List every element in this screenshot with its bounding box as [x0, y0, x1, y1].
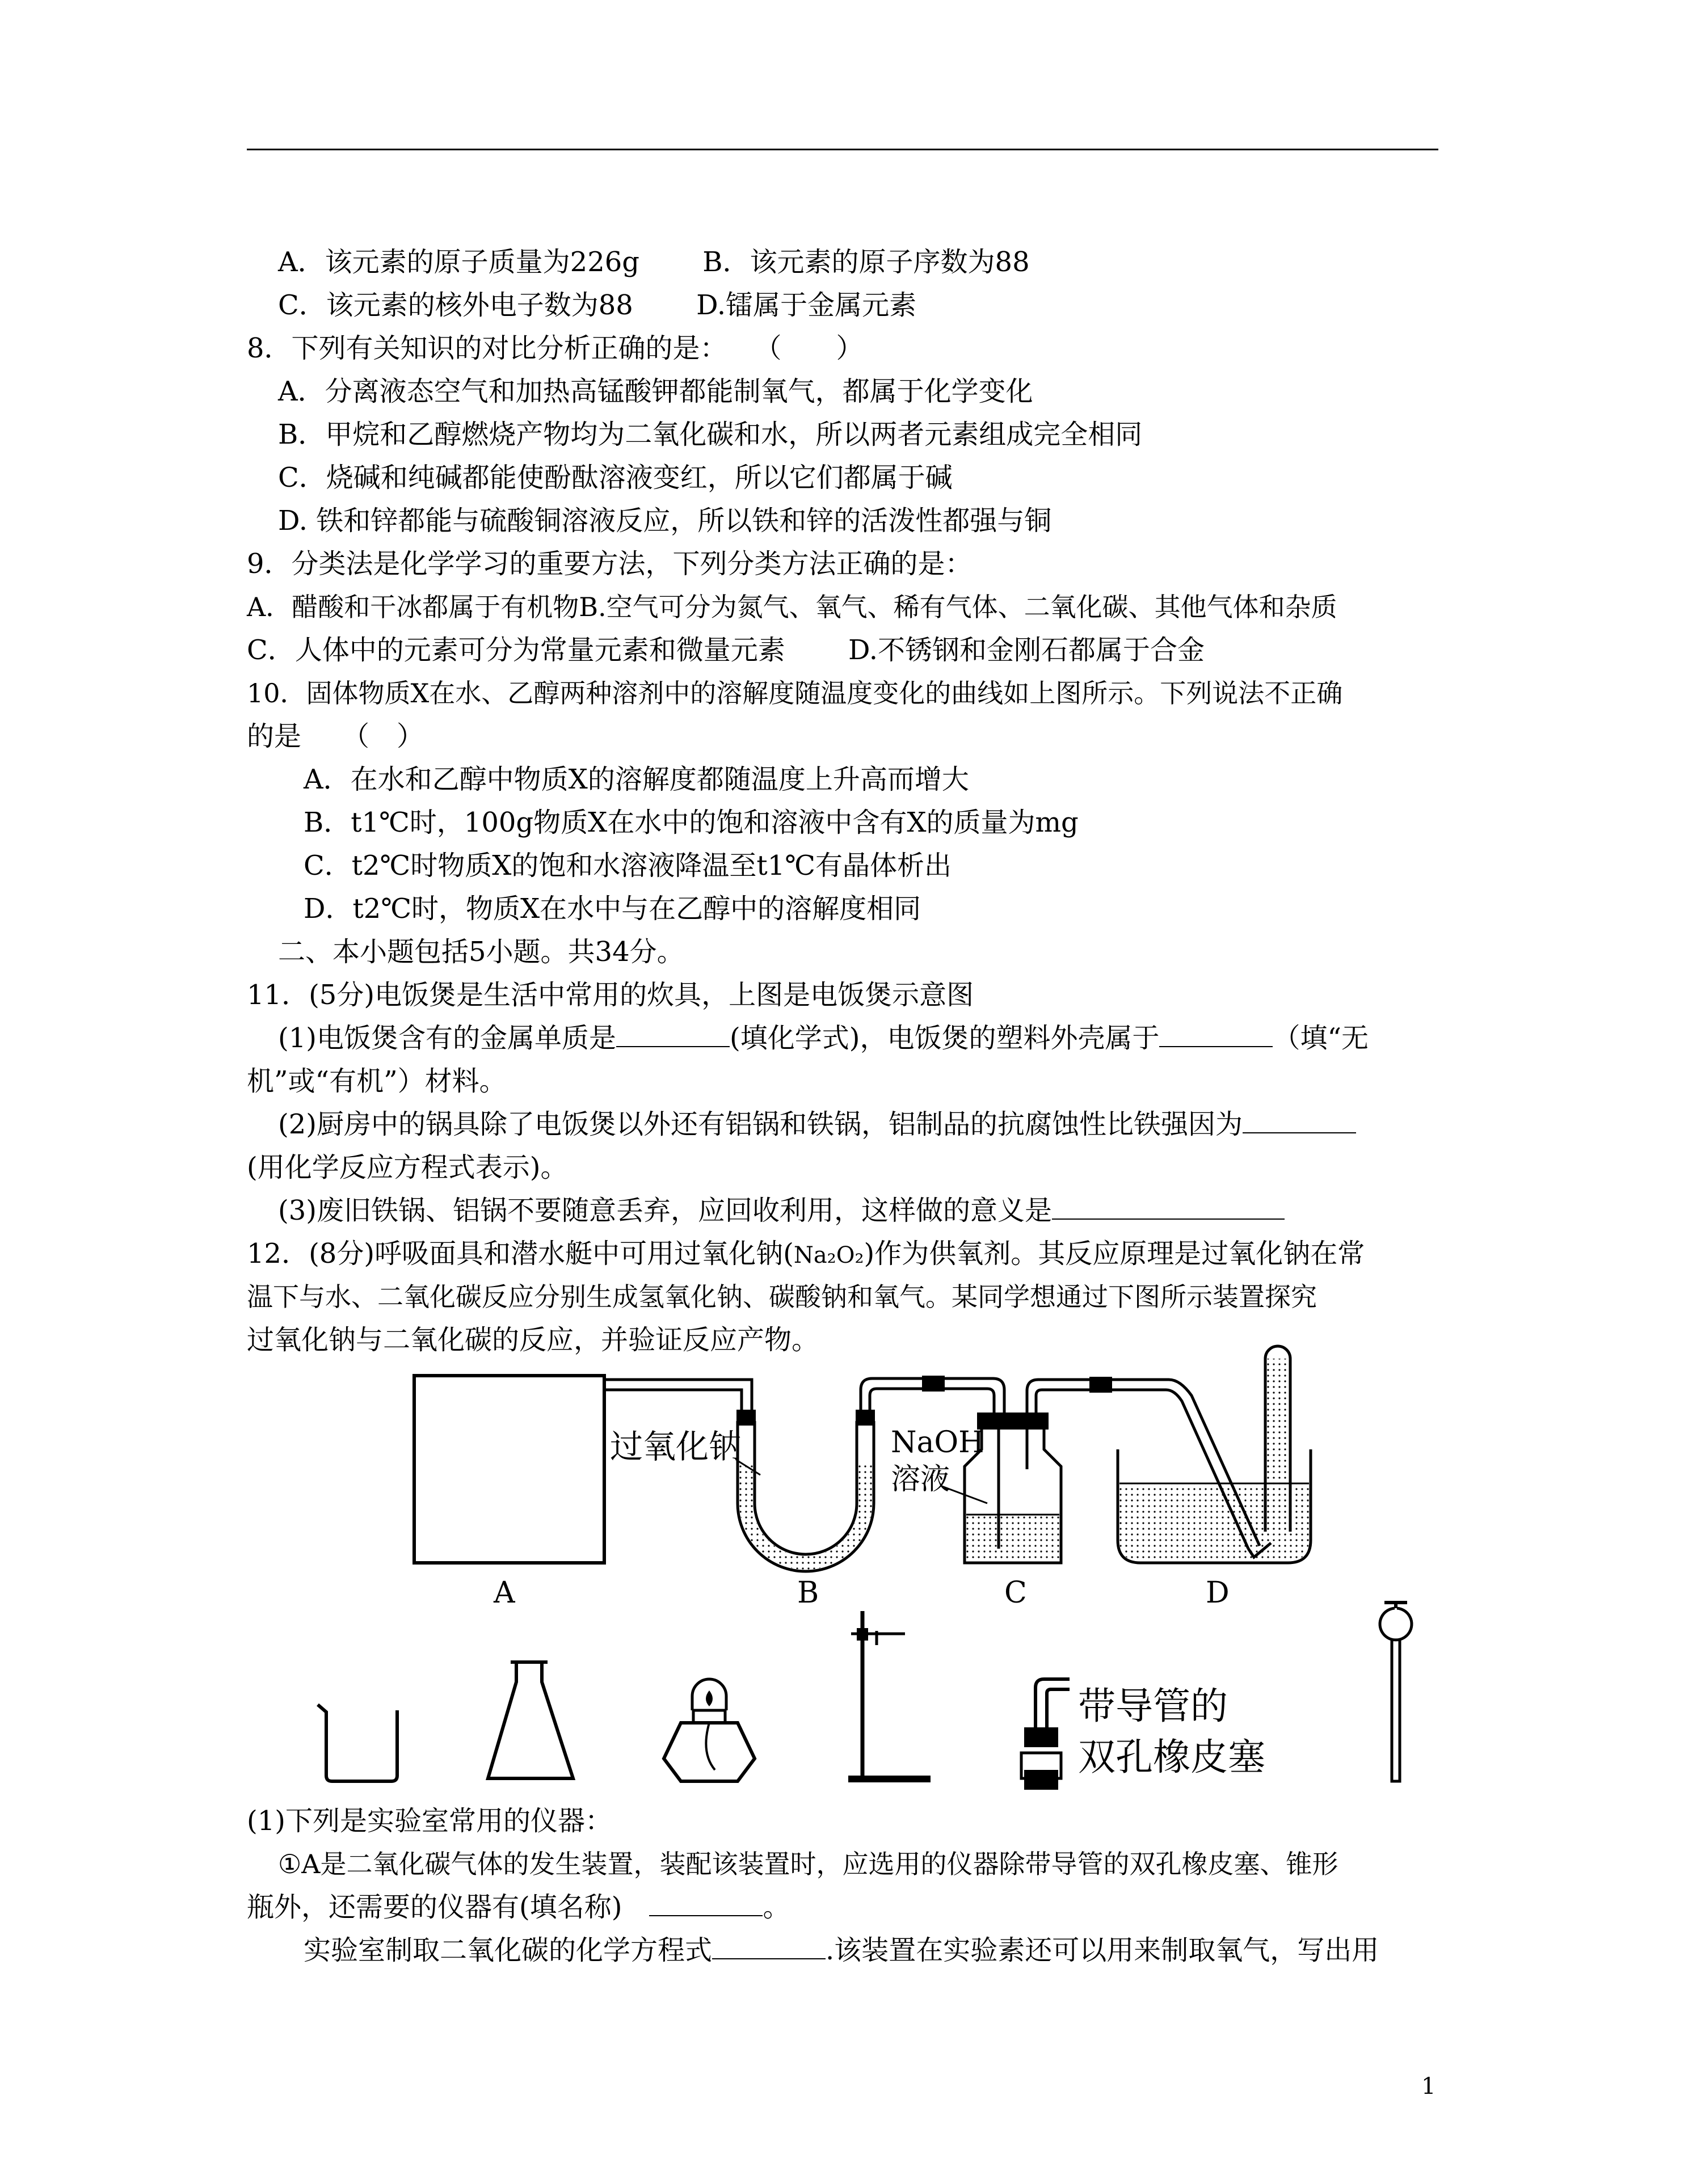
label-stopper-line1: 带导管的 — [1078, 1684, 1228, 1728]
q12-co2-equation-line — [304, 1933, 1379, 1967]
q8-option-a: A．分离液态空气和加热高锰酸钾都能制氧气，都属于化学变化 — [278, 376, 1033, 407]
q12-sub1: (1)下列是实验室常用的仪器： — [247, 1805, 612, 1837]
generator-box-a — [414, 1376, 604, 1563]
q11-part2-text: (2)厨房中的锅具除了电饭煲以外还有铝锅和铁锅，铝制品的抗腐蚀性比铁强因为 — [278, 1108, 1243, 1140]
label-sodium-peroxide: 过氧化钠 — [610, 1427, 742, 1466]
conical-flask-icon — [488, 1662, 573, 1778]
beaker-icon — [318, 1705, 397, 1781]
rubber-stopper — [856, 1410, 875, 1426]
q11-part3-text: (3)废旧铁锅、铝锅不要随意丢弃，应回收利用，这样做的意义是 — [278, 1195, 1052, 1226]
answer-blank[interactable] — [1052, 1194, 1285, 1220]
q8-stem: 8．下列有关知识的对比分析正确的是： （ ） — [247, 332, 864, 364]
label-stopper-line2: 双孔橡皮塞 — [1078, 1735, 1265, 1779]
q10-option-b: B．t1℃时，100g物质X在水中的饱和溶液中含有X的质量为mg — [304, 807, 1079, 838]
q10-stem: 10．固体物质X在水、乙醇两种溶剂中的溶解度随温度变化的曲线如上图所示。下列说法不正确 — [247, 678, 1343, 709]
label-naoh: NaOH — [891, 1426, 984, 1460]
q12-stem-line1 — [247, 1237, 1365, 1272]
label-a: A — [494, 1576, 515, 1610]
sodium-peroxide-formula: Na₂O₂ — [793, 1242, 864, 1268]
iron-stand-icon — [848, 1611, 931, 1782]
q11-part1-text-b: (填化学式)，电饭煲的塑料外壳属于 — [730, 1022, 1160, 1054]
q8-option-c: C．烧碱和纯碱都能使酚酞溶液变红，所以它们都属于碱 — [278, 462, 953, 494]
q7-option-c-d: C．该元素的核外电子数为88 D.镭属于金属元素 — [278, 289, 917, 321]
label-d: D — [1206, 1576, 1230, 1610]
two-hole-stopper-icon — [1021, 1679, 1070, 1790]
q12-stem-text-b: )作为供氧剂。其反应原理是过氧化钠在常 — [864, 1238, 1365, 1270]
answer-blank[interactable] — [616, 1021, 730, 1047]
q12-stem-text-a: 12．(8分)呼吸面具和潜水艇中可用过氧化钠( — [247, 1238, 794, 1270]
rubber-stopper — [736, 1410, 756, 1426]
q11-part1-text-c: （填“无 — [1273, 1022, 1369, 1054]
q11-part1-line2: 机”或“有机”）材料。 — [247, 1065, 507, 1097]
section-two-heading: 二、本小题包括5小题。共34分。 — [278, 936, 684, 968]
q11-part2-line2: (用化学反应方程式表示)。 — [247, 1152, 568, 1183]
label-solution: 溶液 — [891, 1462, 950, 1496]
instruments-figure — [284, 1583, 1447, 1798]
q9-option-c-d: C．人体中的元素可分为常量元素和微量元素 D.不锈钢和金刚石都属于合金 — [247, 634, 1205, 666]
q12-sub1-item1-end: 。 — [763, 1891, 790, 1923]
q11-part3 — [278, 1194, 1285, 1228]
answer-blank[interactable] — [1159, 1021, 1273, 1047]
q10-option-d: D．t2℃时，物质X在水中与在乙醇中的溶解度相同 — [304, 893, 921, 925]
answer-blank[interactable] — [712, 1933, 826, 1959]
q9-stem: 9．分类法是化学学习的重要方法，下列分类方法正确的是： — [247, 548, 973, 580]
label-b: B — [797, 1576, 819, 1610]
apparatus-diagram — [397, 1344, 1362, 1610]
q12-co2-equation-text-a: 实验室制取二氧化碳的化学方程式 — [304, 1934, 713, 1966]
q11-stem: 11．(5分)电饭煲是生活中常用的炊具，上图是电饭煲示意图 — [247, 979, 974, 1011]
alcohol-lamp-icon — [664, 1679, 755, 1781]
q9-option-a-b: A．醋酸和干冰都属于有机物B.空气可分为氮气、氧气、稀有气体、二氧化碳、其他气体和杂质 — [247, 592, 1337, 622]
q10-option-c: C．t2℃时物质X的饱和水溶液降温至t1℃有晶体析出 — [304, 850, 952, 882]
u-tube-b — [736, 1410, 875, 1571]
q8-option-d: D. 铁和锌都能与硫酸铜溶液反应，所以铁和锌的活泼性都强与铜 — [278, 505, 1052, 537]
q10-stem-cont: 的是 （ ） — [247, 720, 424, 752]
long-neck-funnel-icon — [1380, 1603, 1412, 1781]
answer-blank[interactable] — [1243, 1107, 1356, 1133]
q11-part1-line1 — [278, 1021, 1369, 1055]
q12-stem-line3: 过氧化钠与二氧化碳的反应，并验证反应产物。 — [247, 1324, 819, 1356]
q12-stem-line2: 温下与水、二氧化碳反应分别生成氢氧化钠、碳酸钠和氧气。某同学想通过下图所示装置探究 — [247, 1281, 1317, 1312]
q8-option-b: B．甲烷和乙醇燃烧产物均为二氧化碳和水，所以两者元素组成完全相同 — [278, 419, 1143, 450]
q10-option-a: A．在水和乙醇中物质X的溶解度都随温度上升高而增大 — [304, 764, 969, 795]
header-rule — [247, 149, 1438, 150]
q12-sub1-item1: ①A是二氧化碳气体的发生装置，装配该装置时，应选用的仪器除带导管的双孔橡皮塞、锥形 — [278, 1849, 1338, 1879]
q12-sub1-item1-text: 瓶外，还需要的仪器有(填名称) — [247, 1891, 622, 1923]
answer-blank[interactable] — [649, 1890, 763, 1916]
q12-co2-equation-text-b: .该装置在实验素还可以用来制取氧气，写出用 — [826, 1934, 1379, 1966]
q11-part2-line1 — [278, 1107, 1356, 1141]
q12-sub1-item1-cont — [247, 1890, 790, 1924]
q7-option-a-b: A．该元素的原子质量为226g B．该元素的原子序数为88 — [278, 246, 1030, 278]
label-c: C — [1004, 1576, 1027, 1610]
q11-part1-text-a: (1)电饭煲含有的金属单质是 — [278, 1022, 616, 1054]
page-number: 1 — [1421, 2073, 1436, 2099]
